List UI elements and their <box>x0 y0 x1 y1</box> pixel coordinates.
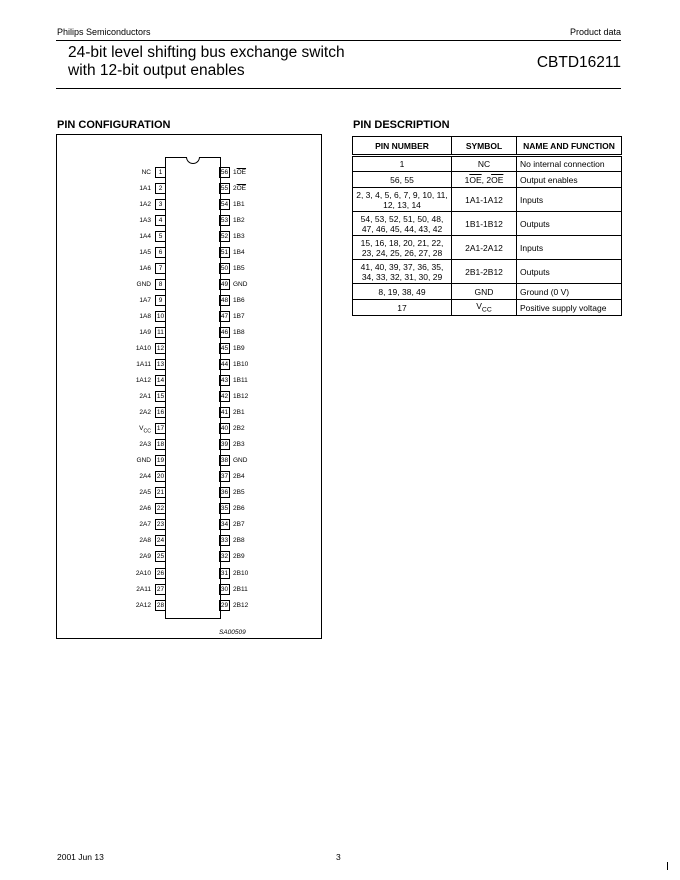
pin-label: $2\overline{OE}$ <box>233 185 247 193</box>
cell-symbol: 2B1-2B12 <box>452 260 517 284</box>
table-row <box>353 284 622 300</box>
header-rule-bottom <box>56 88 621 89</box>
pin-label: 1B2 <box>233 217 245 225</box>
cell-pin-number: 8, 19, 38, 49 <box>353 284 452 300</box>
pin-label: 2A5 <box>139 489 151 497</box>
pin-number: 38 <box>220 457 229 465</box>
pin-label: 1B5 <box>233 265 245 273</box>
table-row <box>353 156 622 172</box>
cell-symbol: 1B1-1B12 <box>452 212 517 236</box>
pin-number: 16 <box>156 409 165 417</box>
title-line-1: 24-bit level shifting bus exchange switch <box>68 44 345 61</box>
cell-pin-number: 56, 55 <box>353 172 452 188</box>
pin-label: $V_{CC}$ <box>139 425 151 435</box>
pin-number: 24 <box>156 537 165 545</box>
cell-function: Output enables <box>517 172 622 188</box>
pin-number: 48 <box>220 297 229 305</box>
pin-number: 40 <box>220 425 229 433</box>
cell-pin-number: 15, 16, 18, 20, 21, 22, 23, 24, 25, 26, 27, 28 <box>353 236 452 260</box>
pin-label: NC <box>141 169 151 176</box>
pin-number: 22 <box>156 505 165 513</box>
pin-label: 2B11 <box>233 585 248 593</box>
pin-label: 2A7 <box>139 521 151 529</box>
pin-number: 41 <box>220 409 229 417</box>
pin-description-table <box>352 136 622 316</box>
cell-symbol: 1A1-1A12 <box>452 188 517 212</box>
table-row <box>353 236 622 260</box>
cell-function: Inputs <box>517 236 622 260</box>
pin-label: 1A5 <box>139 249 151 257</box>
pin-label: 1B10 <box>233 361 249 369</box>
pin-number: 31 <box>220 569 229 577</box>
cell-symbol: GND <box>452 284 517 300</box>
pin-number: 12 <box>156 345 165 353</box>
pin-label: 1A12 <box>135 377 151 385</box>
ic-package-outline <box>165 157 221 619</box>
pin-label: 1B1 <box>233 201 245 209</box>
pin-label: 1A4 <box>139 233 151 241</box>
pin-label: 2B7 <box>233 521 245 529</box>
pin-label: 1A1 <box>139 185 151 193</box>
pin-label: 2A11 <box>136 585 151 593</box>
pin-number: 28 <box>156 601 165 609</box>
pin-number: 26 <box>156 569 165 577</box>
cell-symbol: NC <box>452 156 517 172</box>
table-row <box>353 260 622 284</box>
pin-number: 51 <box>220 249 229 257</box>
pin-number: 19 <box>156 457 165 465</box>
company-name: Philips Semiconductors <box>57 27 151 37</box>
header-rule-top <box>56 40 621 41</box>
doc-type: Product data <box>569 27 621 37</box>
pin-label: 1B4 <box>233 249 245 257</box>
pin-number: 49 <box>220 281 229 289</box>
pin-label: 2B2 <box>233 425 245 433</box>
pin-number: 29 <box>220 601 229 609</box>
pin-number: 1 <box>155 167 166 178</box>
crop-mark <box>667 862 668 870</box>
cell-function: Inputs <box>517 188 622 212</box>
pin-label: 2B3 <box>233 441 245 449</box>
pin-number: 11 <box>155 327 166 338</box>
figure-id: SA00509 <box>219 629 246 636</box>
pin-number: 39 <box>220 441 229 449</box>
pin-number: 27 <box>156 585 165 593</box>
cell-function: Outputs <box>517 212 622 236</box>
pin-number: 21 <box>156 489 165 497</box>
pin-label: GND <box>136 281 151 289</box>
pin-label: 2B1 <box>233 409 245 417</box>
pin-number: 30 <box>220 585 229 593</box>
pin-number: 7 <box>155 263 166 274</box>
pin-label: 2A4 <box>139 473 151 481</box>
pin-desc-heading: PIN DESCRIPTION <box>353 119 450 131</box>
pin-label: 2A9 <box>139 553 151 561</box>
col-header-symbol: SYMBOL <box>452 137 517 156</box>
pin-label: 2B10 <box>233 569 249 577</box>
pin-number: 46 <box>220 329 229 337</box>
pin-label: 1B11 <box>233 377 248 385</box>
title-line-2: with 12-bit output enables <box>68 62 245 79</box>
pin-number: 42 <box>220 393 229 401</box>
pin-number: 56 <box>220 169 229 176</box>
pin-number: 23 <box>156 521 165 529</box>
cell-pin-number: 17 <box>353 300 452 316</box>
pin-label: 1A3 <box>139 217 151 225</box>
pin-number: 32 <box>220 553 229 561</box>
pin-number: 15 <box>156 393 165 401</box>
pin-number: 44 <box>220 361 229 369</box>
package-notch <box>186 157 200 164</box>
pin-number: 52 <box>220 233 229 241</box>
footer-date: 2001 Jun 13 <box>57 852 104 862</box>
pin-number: 14 <box>156 377 165 385</box>
pin-label: 2A1 <box>139 393 151 401</box>
cell-function: Outputs <box>517 260 622 284</box>
pin-number: 36 <box>220 489 229 497</box>
pin-label: 2A10 <box>135 569 151 577</box>
table-row <box>353 300 622 316</box>
cell-function: Positive supply voltage <box>517 300 622 316</box>
pin-label: 2A6 <box>139 505 151 513</box>
pin-label: 1B3 <box>233 233 245 241</box>
footer-page-number: 3 <box>336 852 341 862</box>
pin-number: 8 <box>155 279 166 290</box>
pin-number: 2 <box>155 183 166 194</box>
pin-label: 2B4 <box>233 473 245 481</box>
pin-label: 2A3 <box>139 441 151 449</box>
pin-label: 1A9 <box>139 329 151 337</box>
pin-label: 1A2 <box>139 201 151 209</box>
table-row <box>353 188 622 212</box>
table-header-row <box>353 137 622 156</box>
pin-number: 17 <box>156 425 165 433</box>
pin-number: 25 <box>156 553 165 561</box>
pin-label: GND <box>136 457 151 465</box>
pin-label: GND <box>233 281 248 289</box>
pin-label: 1A10 <box>135 345 151 353</box>
pin-number: 47 <box>220 313 229 321</box>
cell-symbol: $V_{CC}$ <box>452 300 517 316</box>
cell-pin-number: 2, 3, 4, 5, 6, 7, 9, 10, 11, 12, 13, 14 <box>353 188 452 212</box>
pin-label: 2A2 <box>139 409 151 417</box>
cell-pin-number: 41, 40, 39, 37, 36, 35, 34, 33, 32, 31, 30, 29 <box>353 260 452 284</box>
cell-function: Ground (0 V) <box>517 284 622 300</box>
pin-label: 1B7 <box>233 313 245 321</box>
cell-pin-number: 54, 53, 52, 51, 50, 48, 47, 46, 45, 44, 43, 42 <box>353 212 452 236</box>
pin-number: 35 <box>220 505 229 513</box>
pin-number: 43 <box>220 377 229 385</box>
pin-label: 2B12 <box>233 601 249 609</box>
pin-configuration-diagram <box>56 134 322 639</box>
pin-number: 33 <box>220 537 229 545</box>
pin-number: 6 <box>155 247 166 258</box>
pin-number: 18 <box>156 441 165 449</box>
document-title <box>68 44 345 80</box>
pin-label: 2B6 <box>233 505 245 513</box>
pin-number: 53 <box>220 217 229 225</box>
pin-label: 2A8 <box>139 537 151 545</box>
pin-number: 37 <box>220 473 229 481</box>
pin-number: 5 <box>155 231 166 242</box>
part-number: CBTD16211 <box>536 54 621 71</box>
pin-config-heading: PIN CONFIGURATION <box>57 119 171 131</box>
pin-label: $1\overline{OE}$ <box>233 169 247 176</box>
pin-number: 9 <box>155 295 166 306</box>
col-header-function: NAME AND FUNCTION <box>517 137 622 156</box>
pin-number: 4 <box>155 215 166 226</box>
table-row <box>353 172 622 188</box>
pin-label: 2A12 <box>135 601 151 609</box>
pin-label: 1A11 <box>136 361 151 369</box>
pin-number: 20 <box>156 473 165 481</box>
pin-label: 2B8 <box>233 537 245 545</box>
pin-number: 54 <box>220 201 229 209</box>
pin-number: 3 <box>155 199 166 210</box>
pin-label: 1B9 <box>233 345 245 353</box>
pin-number: 34 <box>220 521 229 529</box>
pin-number: 55 <box>220 185 229 193</box>
cell-symbol: 2A1-2A12 <box>452 236 517 260</box>
pin-label: 1A7 <box>139 297 151 305</box>
pin-label: 1A6 <box>139 265 151 273</box>
pin-number: 50 <box>220 265 229 273</box>
pin-label: 1B8 <box>233 329 245 337</box>
pin-label: 2B5 <box>233 489 245 497</box>
pin-number: 10 <box>156 313 165 321</box>
pin-label: 1A8 <box>139 313 151 321</box>
pin-label: GND <box>233 457 248 465</box>
cell-symbol: $1\overline{OE}$, $2\overline{OE}$ <box>452 172 517 188</box>
pin-label: 1B12 <box>233 393 249 401</box>
pin-number: 13 <box>156 361 165 369</box>
pin-label: 2B9 <box>233 553 245 561</box>
pin-number: 45 <box>220 345 229 353</box>
pin-label: 1B6 <box>233 297 245 305</box>
table-row <box>353 212 622 236</box>
cell-function: No internal connection <box>517 156 622 172</box>
cell-pin-number: 1 <box>353 156 452 172</box>
col-header-pin-number: PIN NUMBER <box>353 137 452 156</box>
